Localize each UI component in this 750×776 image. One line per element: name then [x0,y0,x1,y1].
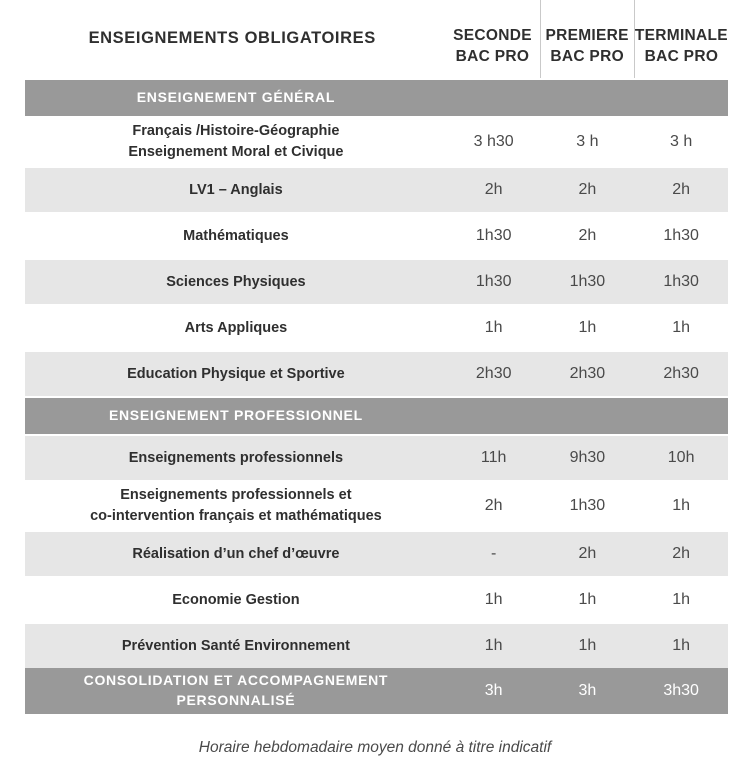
subject-label-line1: Français /Histoire-Géographie [132,123,340,140]
hours-terminale: 2h [672,544,691,562]
hours-premiere: 2h [578,544,597,562]
section-title: ENSEIGNEMENT GÉNÉRAL [136,89,336,106]
consolidation-label-line1: CONSOLIDATION ET ACCOMPAGNEMENT [83,672,389,689]
hours-seconde: - [491,544,497,562]
subject-label: Mathématiques [183,227,289,244]
hours-premiere: 2h30 [569,364,606,382]
hours-seconde: 3h [484,681,503,699]
header-column-premiere-line1: PREMIERE [545,26,629,44]
hours-premiere: 1h30 [569,496,606,514]
hours-premiere: 3h [578,681,597,699]
section-title: ENSEIGNEMENT PROFESSIONNEL [108,407,363,424]
hours-premiere: 2h [578,226,597,244]
subject-label: Economie Gestion [172,591,300,608]
hours-seconde: 2h30 [475,364,512,382]
hours-seconde: 1h30 [475,226,512,244]
hours-terminale: 2h [672,180,691,198]
page-title: ENSEIGNEMENTS OBLIGATOIRES [88,29,376,48]
consolidation-label-line2: PERSONNALISÉ [176,692,296,708]
table-row [25,482,728,530]
hours-seconde: 1h [484,636,503,654]
header-column-seconde-line1: SECONDE [453,26,532,44]
hours-seconde: 1h [484,318,503,336]
subject-label: Sciences Physiques [166,273,306,290]
subject-label [25,118,447,166]
header-column-premiere [540,0,634,78]
section-spacer-cell [634,80,728,116]
header-column-premiere-line2: BAC PRO [550,48,624,65]
hours-seconde: 3 h30 [473,132,514,150]
section-header-row [25,80,728,116]
subject-label: Arts Appliques [184,319,288,336]
table-header [25,0,728,78]
hours-terminale: 1h30 [663,226,699,244]
hours-premiere: 3 h [576,132,599,150]
hours-terminale: 2h30 [663,364,699,382]
header-column-terminale-line1: TERMINALE [634,26,728,44]
table-row [25,624,728,668]
subject-label-line2: Enseignement Moral et Civique [128,144,344,160]
subject-label: Education Physique et Sportive [127,365,345,382]
section-spacer-cell [634,398,728,434]
consolidation-label [25,668,447,714]
subject-label: Prévention Santé Environnement [121,637,350,654]
section-spacer-cell [447,80,541,116]
header-column-terminale-line2: BAC PRO [644,48,719,65]
hours-terminale: 1h30 [663,272,699,290]
section-spacer-cell [541,80,635,116]
header-column-seconde-line2: BAC PRO [455,48,530,65]
section-spacer-cell [447,398,541,434]
hours-premiere: 1h [578,636,597,654]
table-row [25,214,728,258]
subject-label: Enseignements professionnels [128,449,344,466]
table-row [25,578,728,622]
table-row [25,436,728,480]
table-body [25,80,728,714]
hours-terminale: 10h [667,448,695,466]
subject-label-line1: Enseignements professionnels et [120,487,352,504]
subject-label: LV1 – Anglais [189,181,283,198]
table-row [25,306,728,350]
hours-terminale: 1h [672,590,691,608]
hours-terminale: 1h [672,496,691,514]
table-row [25,532,728,576]
hours-premiere: 1h [578,318,597,336]
hours-seconde: 2h [484,180,503,198]
subject-label: Réalisation d’un chef d’œuvre [132,545,340,562]
hours-seconde: 1h [484,590,503,608]
subject-label [25,482,447,530]
hours-seconde: 11h [480,448,507,466]
hours-premiere: 2h [578,180,597,198]
footnote: Horaire hebdomadaire moyen donné à titre indicatif [198,739,552,756]
table-row [25,260,728,304]
hours-seconde: 1h30 [475,272,512,290]
hours-premiere: 1h [578,590,597,608]
hours-terminale: 3h30 [663,681,699,699]
header-column-seconde [445,0,539,78]
header-main-title-cell [25,0,445,78]
section-spacer-cell [541,398,635,434]
table-row [25,352,728,396]
hours-terminale: 1h [672,636,691,654]
hours-terminale: 3 h [670,132,693,150]
table-row [25,168,728,212]
table-row [25,118,728,166]
hours-seconde: 2h [484,496,503,514]
section-header-row [25,398,728,434]
header-column-terminale [634,0,728,78]
consolidation-row [25,668,728,714]
hours-premiere: 1h30 [569,272,606,290]
hours-premiere: 9h30 [569,448,606,466]
hours-terminale: 1h [672,318,691,336]
subject-label-line2: co-intervention français et mathématiques [90,508,382,524]
